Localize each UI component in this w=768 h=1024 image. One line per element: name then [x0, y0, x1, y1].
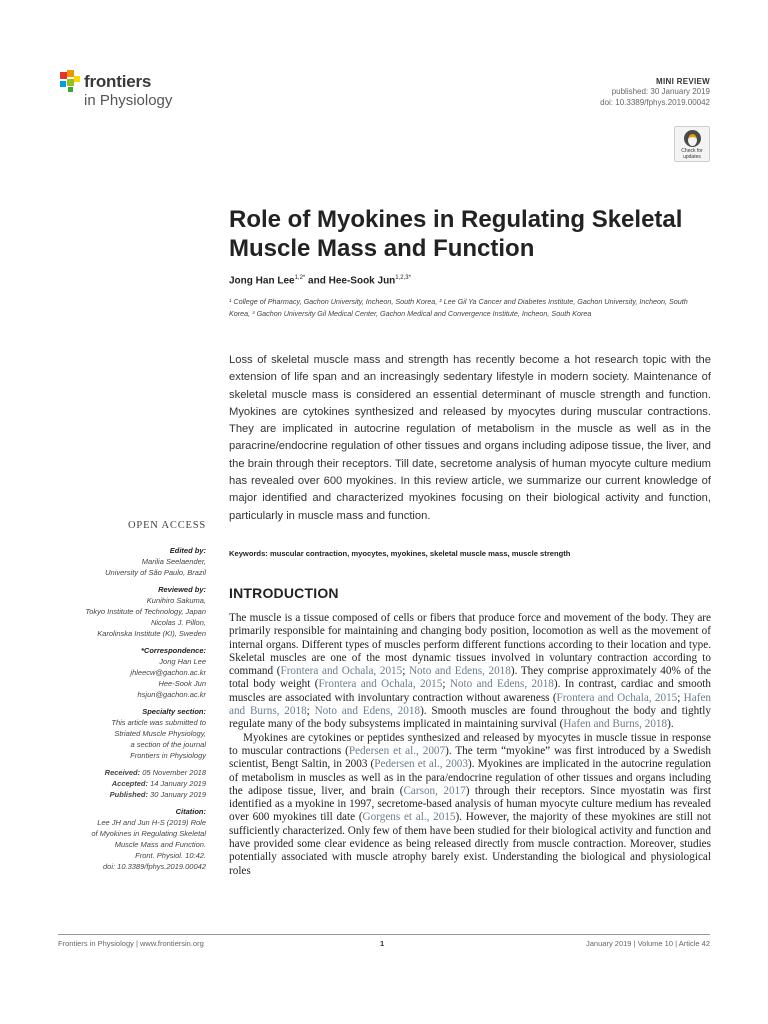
citation-link[interactable]: Hafen and Burns, 2018 — [563, 718, 668, 731]
specialty-line: This article was submitted to — [111, 718, 206, 727]
introduction-body — [229, 612, 711, 878]
keywords — [229, 549, 570, 558]
citation-link[interactable]: Noto and Edens, 2018 — [408, 665, 511, 678]
section-heading: INTRODUCTION — [229, 585, 339, 601]
footer-journal-link[interactable]: Frontiers in Physiology | www.frontiersin.org — [58, 939, 204, 948]
paragraph-text: ; — [402, 665, 409, 678]
journal-brand: frontiers — [84, 72, 152, 91]
citation-line: Lee JH and Jun H-S (2019) Role — [97, 818, 206, 827]
published-label: Published: — [109, 790, 149, 799]
correspondent-name: Hee-Sook Jun — [158, 679, 206, 688]
citation-section — [56, 806, 206, 872]
specialty-line: Frontiers in Physiology — [130, 751, 206, 760]
paragraph-text: ; — [442, 678, 450, 691]
paragraph-text: Myokines are cytokines or peptides synthesized and released by myocytes in muscle tissue in response to muscular contractions ( — [229, 731, 711, 757]
citation-line: Front. Physiol. 10:42. — [135, 851, 206, 860]
paragraph-text: ). Myokines are implicated in the autocrine regulation of metabolism in muscles as well as in the para/endocrine regulation of other tissues and organs including the adipose tissue, liver, and brain ( — [229, 758, 711, 797]
accepted-date — [56, 778, 206, 789]
author-affiliation-sup: 1,2* — [294, 275, 306, 281]
specialty-line: a section of the journal — [130, 740, 206, 749]
accepted-value: 14 January 2019 — [150, 779, 206, 788]
editor-name[interactable]: Marilia Seelaender, — [141, 557, 206, 566]
correspondence-section — [56, 645, 206, 700]
accepted-label: Accepted: — [111, 779, 149, 788]
paragraph-text: The muscle is a tissue composed of cells or fibers that produce force and movement of the body. They are primarily responsible for maintaining and changing body position, locomotion as well as the movement of internal organs. Different types of muscles perform different functions according to their location and type. Skeletal muscles are one of the most dynamic tissues involved in voluntary contraction according to command ( — [229, 612, 711, 678]
dates-section — [56, 767, 206, 800]
citation-link[interactable]: Hafen and Burns, 2018 — [229, 691, 712, 718]
correspondent-email[interactable]: jhleecw@gachon.ac.kr — [130, 668, 206, 677]
reviewed-by-section — [56, 584, 206, 639]
article-sidebar — [56, 545, 206, 878]
open-access-label: OPEN ACCESS — [128, 520, 206, 531]
article-meta — [600, 77, 710, 108]
author-name[interactable]: Hee-Sook Jun — [328, 275, 396, 287]
reviewer-name[interactable]: Nicolas J. Pillon, — [150, 618, 206, 627]
citation-label: Citation: — [175, 807, 206, 816]
paragraph-text: ) through their receptors. Since myostatin was first identified as a myokine in 1997, secretome-based analysis of human myocyte culture medium has revealed over 600 myokines till date ( — [229, 784, 711, 824]
keywords-label: Keywords: — [229, 549, 268, 558]
author-affiliation-sup: 1,2,3* — [395, 275, 411, 281]
citation-link[interactable]: Gorgens et al., 2015 — [362, 811, 456, 824]
paragraph-text: ; — [306, 705, 315, 718]
citation-link[interactable]: Frontera and Ochala, 2015 — [318, 678, 443, 691]
author-conjunction: and — [305, 275, 329, 287]
published-value: 30 January 2019 — [150, 790, 206, 799]
published-date-sidebar — [56, 789, 206, 800]
correspondent-name: Jong Han Lee — [159, 657, 206, 666]
received-label: Received: — [104, 768, 141, 777]
author-name[interactable]: Jong Han Lee — [229, 275, 295, 287]
edited-by-section — [56, 545, 206, 578]
affiliations: ¹ College of Pharmacy, Gachon University, Incheon, South Korea, ² Lee Gil Ya Cancer and Diabetes Institute, Gachon University, Incheon, South Korea, ³ Gachon University Gil Medical Center, Gachon Medical and Convergence Institute, Incheon, South Korea — [229, 297, 688, 318]
citation-link[interactable]: Noto and Edens, 2018 — [314, 705, 421, 718]
frontiers-logo-icon — [58, 70, 82, 94]
footer-issue-info: January 2019 | Volume 10 | Article 42 — [586, 939, 710, 948]
update-check-icon — [684, 130, 701, 147]
editor-institution: University of São Paulo, Brazil — [105, 568, 206, 577]
correspondence-label: *Correspondence: — [140, 646, 206, 655]
citation-link[interactable]: Pedersen et al., 2003 — [374, 758, 468, 771]
reviewer-name[interactable]: Kunihiro Sakuma, — [146, 596, 206, 605]
citation-link[interactable]: Carson, 2017 — [403, 784, 466, 797]
reviewer-institution: Karolinska Institute (KI), Sweden — [97, 629, 206, 638]
specialty-label: Specialty section: — [142, 707, 206, 716]
specialty-line: Striated Muscle Physiology, — [114, 729, 206, 738]
received-date — [56, 767, 206, 778]
paragraph-text: ; — [677, 691, 684, 704]
paragraph-text: ). They comprise approximately 40% of the total body weight ( — [229, 665, 712, 691]
intro-paragraph-2 — [229, 732, 711, 878]
paragraph-text: ). However, the majority of these myokines are still not sufficiently characterized. Only few of them have been studied for their biological activity and function and have provided some clear evidence as being released directly from muscle contraction. Moreover, studies potentially associated with muscle atrophy barely exist. Understanding the biological and physiological roles — [229, 811, 711, 877]
citation-link[interactable]: Frontera and Ochala, 2015 — [280, 665, 403, 678]
citation-line: of Myokines in Regulating Skeletal — [91, 829, 206, 838]
correspondent-email[interactable]: hsjun@gachon.ac.kr — [137, 690, 206, 699]
edited-by-label: Edited by: — [169, 546, 206, 555]
citation-doi[interactable]: doi: 10.3389/fphys.2019.00042 — [102, 862, 206, 871]
paragraph-text: ). In contrast, cardiac and smooth muscles are associated with involuntary contraction without awareness ( — [229, 678, 712, 704]
published-date: published: 30 January 2019 — [611, 87, 710, 96]
reviewed-by-label: Reviewed by: — [158, 585, 206, 594]
citation-line: Muscle Mass and Function. — [114, 840, 206, 849]
page-number: 1 — [380, 939, 385, 948]
article-type: MINI REVIEW — [656, 77, 710, 86]
reviewer-institution: Tokyo Institute of Technology, Japan — [85, 607, 206, 616]
citation-link[interactable]: Frontera and Ochala, 2015 — [556, 691, 678, 704]
check-updates-label: Check for updates — [681, 148, 703, 160]
intro-paragraph-1 — [229, 612, 711, 732]
received-value: 05 November 2018 — [142, 768, 206, 777]
article-title: Role of Myokines in Regulating Skeletal Muscle Mass and Function — [229, 206, 683, 262]
footer-divider — [58, 934, 710, 935]
journal-logo[interactable] — [58, 70, 198, 114]
doi-link[interactable]: doi: 10.3389/fphys.2019.00042 — [600, 98, 710, 107]
keywords-list: muscular contraction, myocytes, myokines, skeletal muscle mass, muscle strength — [267, 549, 571, 558]
paragraph-text: ). — [667, 718, 674, 731]
specialty-section — [56, 706, 206, 761]
paragraph-text: ). The term “myokine” was first introduced by a Swedish scientist, Bengt Saltin, in 2003 ( — [229, 744, 711, 771]
paragraph-text: ). Smooth muscles are found throughout the body and tightly regulate many of the body subsystems implicated in maintaining survival ( — [229, 705, 711, 731]
citation-link[interactable]: Pedersen et al., 2007 — [348, 744, 446, 757]
citation-link[interactable]: Noto and Edens, 2018 — [449, 678, 554, 691]
author-list — [229, 275, 411, 286]
journal-subtitle: in Physiology — [84, 92, 173, 109]
check-for-updates-button[interactable] — [674, 126, 710, 162]
abstract: Loss of skeletal muscle mass and strength has recently become a hot research topic with the extension of life span and an increasingly sedentary lifestyle in modern society. Maintenance of skeletal muscle mass is considered an essential determinant of muscle strength and function. Myokines are cytokines synthesized and released by myocytes during muscular contractions. They are implicated in autocrine regulation of metabolism in the muscle as well as in the paracrine/endocrine regulation of other tissues and organs including adipose tissue, the liver, and the brain through their receptors. Till date, secretome analysis of human myocyte culture medium has revealed over 600 myokines. In this review article, we summarize our current knowledge of major identified and characterized myokines focusing on their biological activity and function, particularly in muscle mass and function. — [229, 354, 711, 522]
